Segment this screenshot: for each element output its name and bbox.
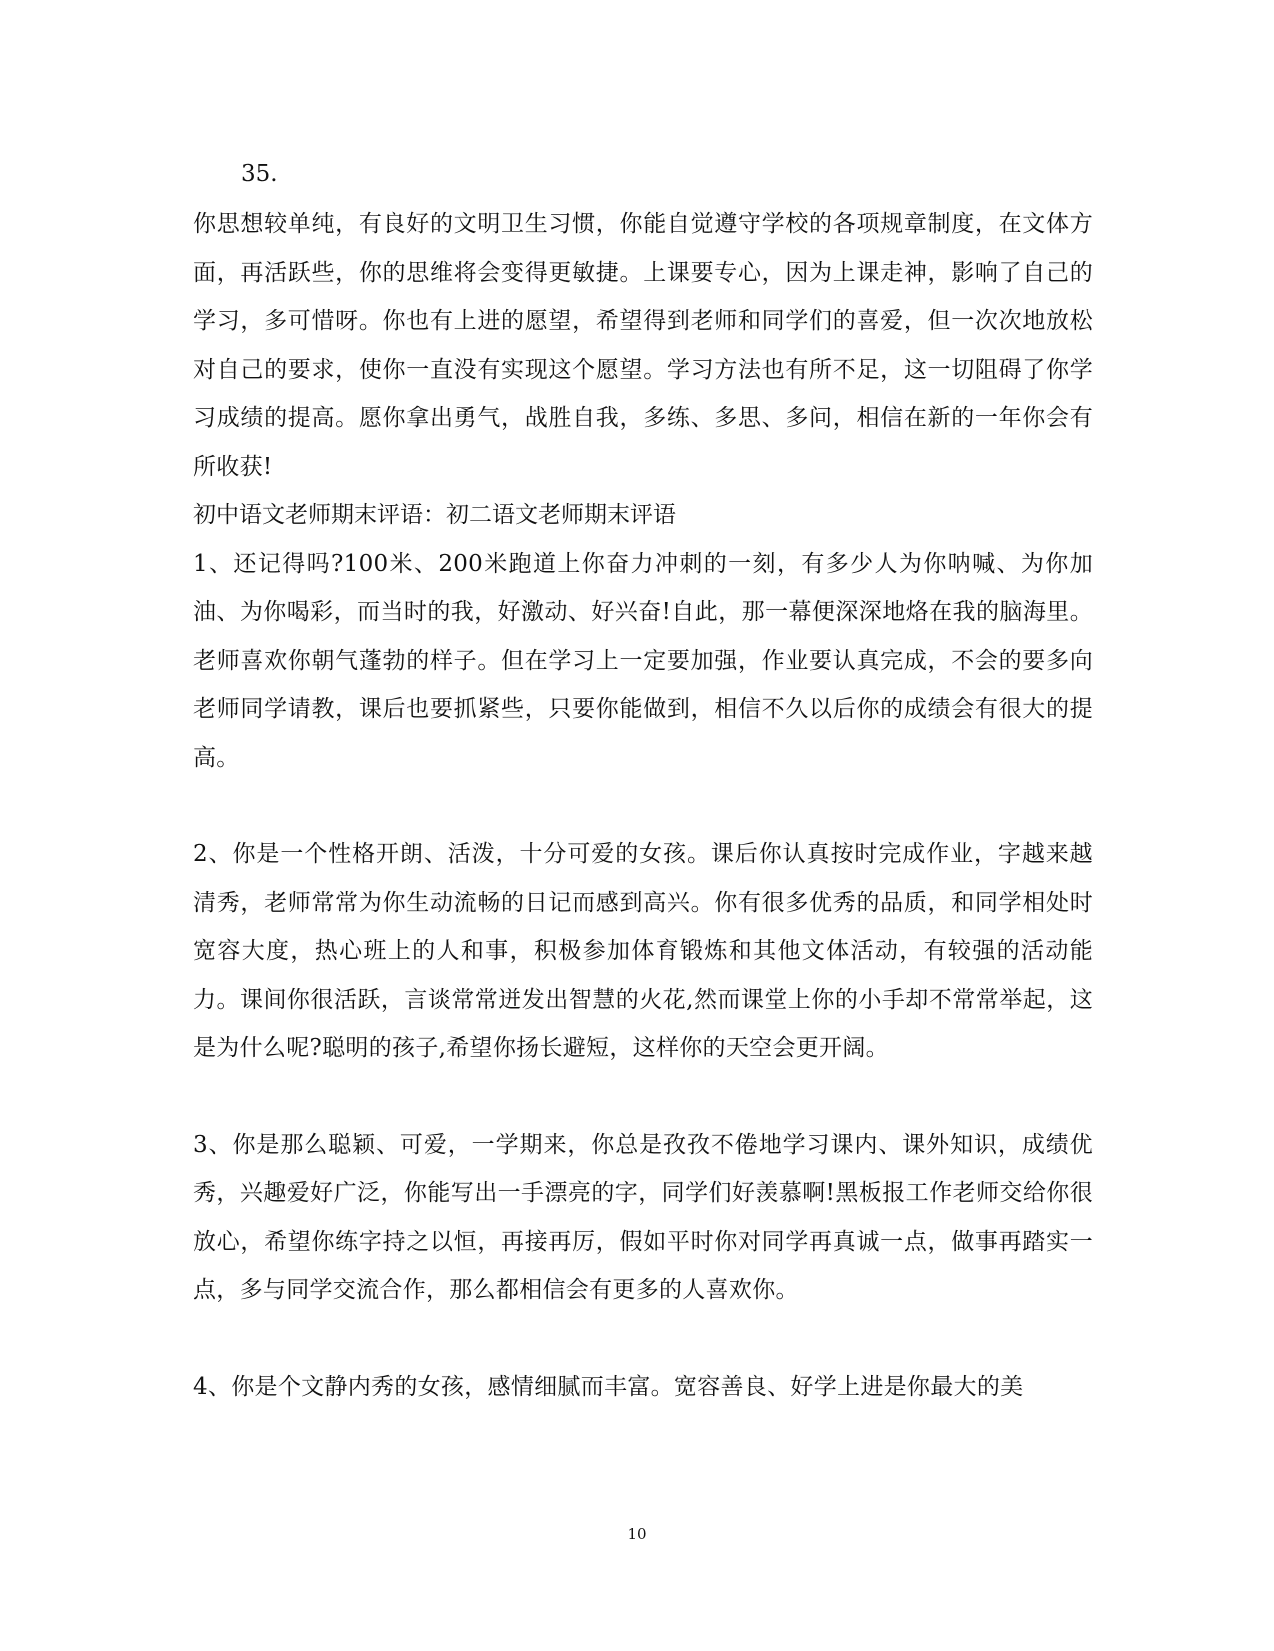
comment-3: 3、你是那么聪颖、可爱，一学期来，你总是孜孜不倦地学习课内、课外知识，成绩优秀，兴趣爱好广泛，你能写出一手漂亮的字，同学们好羡慕啊!黑板报工作老师交给你很放心，希望你练字持之以恒，再接再厉，假如平时你对同学再真诚一点，做事再踏实一点，多与同学交流合作，那么都相信会有更多的人喜欢你。: [193, 1131, 1093, 1303]
section-heading: 初中语文老师期末评语：初二语文老师期末评语: [193, 502, 676, 528]
paragraph-35: 你思想较单纯，有良好的文明卫生习惯，你能自觉遵守学校的各项规章制度，在文体方面，再活跃些，你的思维将会变得更敏捷。上课要专心，因为上课走神，影响了自己的学习，多可惜呀。你也有上进的愿望，希望得到老师和同学们的喜爱，但一次次地放松对自己的要求，使你一直没有实现这个愿望。学习方法也有所不足，这一切阻碍了你学习成绩的提高。愿你拿出勇气，战胜自我，多练、多思、多问，相信在新的一年你会有所收获!: [193, 211, 1093, 480]
paragraph-gap: [193, 1315, 1093, 1363]
comment-1: 1、还记得吗?100米、200米跑道上你奋力冲刺的一刻，有多少人为你呐喊、为你加油、为你喝彩，而当时的我，好激动、好兴奋!自此，那一幕便深深地烙在我的脑海里。老师喜欢你朝气蓬勃的样子。但在学习上一定要加强，作业要认真完成，不会的要多向老师同学请教，课后也要抓紧些，只要你能做到，相信不久以后你的成绩会有很大的提高。: [193, 550, 1093, 771]
comment-2: 2、你是一个性格开朗、活泼，十分可爱的女孩。课后你认真按时完成作业，字越来越清秀，老师常常为你生动流畅的日记而感到高兴。你有很多优秀的品质，和同学相处时宽容大度，热心班上的人和事，积极参加体育锻炼和其他文体活动，有较强的活动能力。课间你很活跃，言谈常常迸发出智慧的火花,然而课堂上你的小手却不常常举起，这是为什么呢?聪明的孩子,希望你扬长避短，这样你的天空会更开阔。: [193, 841, 1093, 1061]
paragraph-gap: [193, 1073, 1093, 1121]
paragraph-gap: [193, 782, 1093, 830]
comment-4: 4、你是个文静内秀的女孩，感情细腻而丰富。宽容善良、好学上进是你最大的美: [193, 1373, 1024, 1400]
page-number: 10: [627, 1525, 647, 1543]
page-content: [193, 160, 1093, 1411]
item-number: 35.: [241, 161, 278, 187]
